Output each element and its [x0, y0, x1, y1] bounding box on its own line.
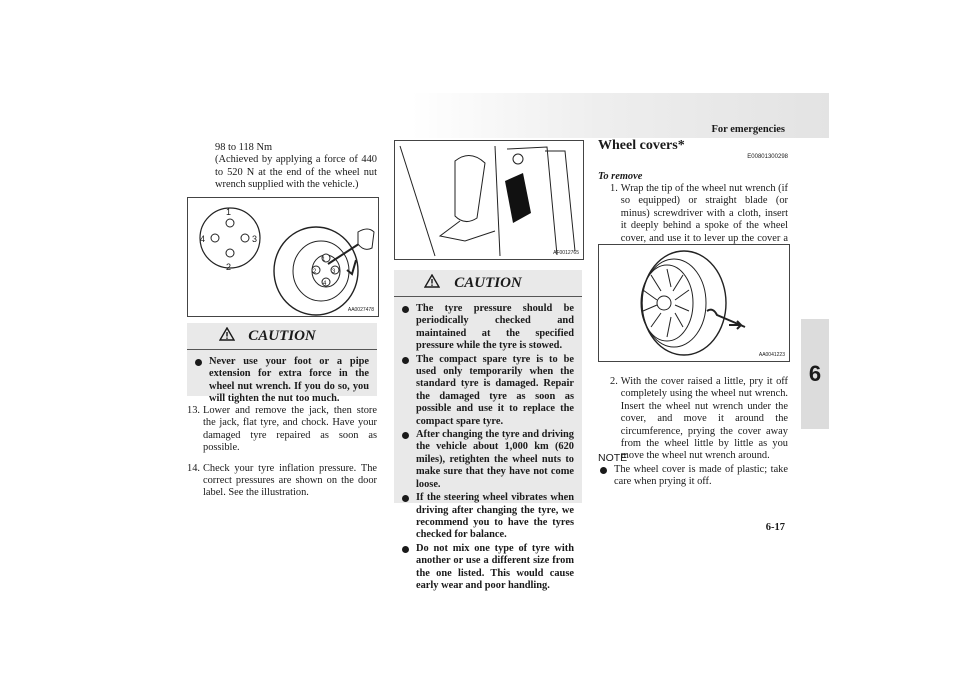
caution-box-left: [187, 323, 377, 405]
caution-title: [187, 323, 377, 350]
nut-callout-3: 3: [332, 269, 336, 275]
figure-code: AA0027478: [347, 307, 374, 313]
step-2: 2. With the cover raised a little, pry it off completely using the wheel nut wrench. Insert the wheel nut wrench under the cover, and move it around the circumference, prying the cover away from the wheel little by little as you move the wheel nut wrench around.: [610, 376, 788, 462]
callout-3: 3: [252, 234, 258, 244]
torque-note: (Achieved by applying a force of 440 to 520 N at the end of the wheel nut wrench supplied with the vehicle.): [215, 154, 377, 191]
warning-icon: [424, 274, 440, 288]
wheel-cover-removal-figure: [598, 244, 790, 362]
bullet-icon: [402, 546, 409, 553]
callout-1: 1: [226, 207, 232, 217]
caution-item: Never use your foot or a pipe extension for extra force in the wheel nut wrench. If you do so, you will tighten the nut too much.: [195, 356, 369, 406]
section-title: Wheel covers*: [598, 138, 685, 153]
bullet-icon: [195, 359, 202, 366]
note-list: [600, 464, 788, 490]
section-heading: [598, 140, 788, 160]
figure-code: AA0041223: [758, 352, 785, 358]
page-number: 6-17: [765, 522, 785, 533]
steps-left: [187, 405, 377, 508]
nut-callout-4: 4: [323, 281, 327, 287]
wheel-cover-illustration: [599, 245, 789, 361]
caution-item: The tyre pressure should be periodically checked and maintained at the specified pressure while the tyre is stowed.: [402, 303, 574, 353]
nut-callout-1: 1: [322, 257, 326, 263]
header-section-title: For emergencies: [711, 124, 785, 135]
bullet-icon: [402, 432, 409, 439]
note-item: The wheel cover is made of plastic; take care when prying it off.: [600, 464, 788, 489]
bullet-icon: [402, 357, 409, 364]
subheading-to-remove: To remove: [598, 171, 643, 182]
caution-title-text: CAUTION: [248, 327, 316, 344]
caution-title-text: CAUTION: [454, 274, 522, 291]
wheel-nut-tightening-figure: [187, 197, 379, 317]
bullet-icon: [600, 467, 607, 474]
chapter-tab: [801, 319, 829, 429]
caution-item: The compact spare tyre is to be used only temporarily when the standard tyre is damaged. Repair the damaged tyre as soon as possible and use it to replace the compact spare tyre.: [402, 354, 574, 428]
callout-2: 2: [226, 262, 232, 272]
door-label-illustration: [395, 141, 583, 259]
section-code: E00801300298: [747, 154, 788, 160]
caution-item: Do not mix one type of tyre with another or use a different size from the one listed. This would cause early wear and poor handling.: [402, 543, 574, 593]
torque-spec: [215, 142, 377, 192]
torque-value: 98 to 118 Nm: [215, 142, 273, 153]
note-label: NOTE: [598, 452, 628, 464]
callout-4: 4: [200, 234, 206, 244]
caution-title: [394, 270, 582, 297]
caution-list: [394, 297, 582, 599]
caution-box-middle: [394, 270, 582, 591]
nut-callout-2: 2: [313, 269, 317, 275]
step-14: 14. Check your tyre inflation pressure. The correct pressures are shown on the door label. See the illustration.: [187, 462, 377, 499]
caution-list: [187, 350, 377, 413]
caution-item: If the steering wheel vibrates when driving after changing the tyre, we recommend you to have the tyres checked for balance.: [402, 492, 574, 542]
bullet-icon: [402, 495, 409, 502]
chapter-tab-number: 6: [808, 360, 822, 386]
wheel-nut-illustration: [188, 198, 378, 316]
warning-icon: [219, 327, 235, 341]
step-13: 13. Lower and remove the jack, then store the jack, flat tyre, and chock. Have your damaged tyre repaired as soon as possible.: [187, 405, 377, 454]
bullet-icon: [402, 306, 409, 313]
step-1: 1. Wrap the tip of the wheel nut wrench (if so equipped) or straight blade (or minus) screwdriver with a cloth, insert it deeply behind a spoke of the wheel cover, and use it to lever up the cover a: [610, 183, 788, 244]
caution-item: After changing the tyre and driving the vehicle about 1,000 km (620 miles), retighten the wheel nuts to make sure that they have not come loose.: [402, 429, 574, 491]
door-label-figure: [394, 140, 584, 260]
figure-code: AF0012765: [553, 250, 579, 256]
